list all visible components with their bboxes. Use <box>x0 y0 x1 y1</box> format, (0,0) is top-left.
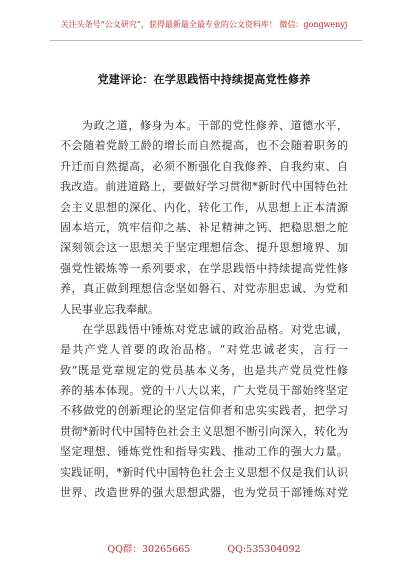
text-line: 深刻领会这一思想关于坚定理想信念、提升思想境界、加 <box>60 241 348 255</box>
text-line: 为政之道，修身为本。干部的党性修养、道德水平， <box>82 119 348 132</box>
text-line: 强党性锻炼等一系列要求，在学思践悟中持续提高党性修 <box>60 261 348 275</box>
text-line: 贯彻*新时代中国特色社会主义思想不断引向深入，转化为 <box>60 424 348 438</box>
text-line: 养的基本体现。党的十八大以来，广大党员干部始终坚定 <box>60 384 348 398</box>
text-line: 升迁而自然提高，必须不断强化自我修养、自我约束、自 <box>60 159 348 173</box>
qq-group-number: QQ群：30265665 <box>107 544 191 555</box>
header-divider <box>50 40 362 41</box>
paragraph-2 <box>60 320 348 504</box>
text-line: 在学思践悟中锤炼对党忠诚的政治品格。对党忠诚， <box>82 322 348 336</box>
paragraph-1 <box>60 116 348 320</box>
text-line: 实践证明，*新时代中国特色社会主义思想不仅是我们认识 <box>60 465 348 479</box>
document-title: 党建评论：在学思践悟中持续提高党性修养 <box>97 73 311 86</box>
promo-header: 关注头条号“公文研究”，获得最新最全最专业的公文资料库！ 微信：gongwenyj <box>60 20 348 29</box>
document-body <box>60 116 348 503</box>
contact-footer <box>0 541 408 555</box>
text-line: 不会随着党龄工龄的增长而自然提高，也不会随着职务的 <box>60 139 348 153</box>
text-line: 致”既是党章规定的党员基本义务，也是共产党员党性修 <box>60 363 348 377</box>
text-line: 我改造。前进道路上，要做好学习贯彻*新时代中国特色社 <box>60 180 348 194</box>
text-line: 养，真正做到理想信念坚如磐石、对党赤胆忠诚、为党和 <box>60 282 348 296</box>
text-line: 固本培元，筑牢信仰之基、补足精神之钙、把稳思想之舵 <box>60 220 348 234</box>
text-line: 是共产党人首要的政治品格。“对党忠诚老实，言行一 <box>60 343 348 357</box>
text-line: 世界、改造世界的强大思想武器，也为党员干部锤炼对党 <box>60 486 348 500</box>
text-line: 人民事业忘我奉献。 <box>60 302 159 316</box>
text-line: 会主义思想的深化、内化、转化工作，从思想上正本清源 <box>60 200 348 214</box>
text-line: 坚定理想、锤炼党性和指导实践、推动工作的强大力量。 <box>60 445 348 459</box>
qq-contact-number: QQ:535304092 <box>227 544 301 555</box>
text-line: 不移做党的创新理论的坚定信仰者和忠实实践者，把学习 <box>60 404 348 418</box>
